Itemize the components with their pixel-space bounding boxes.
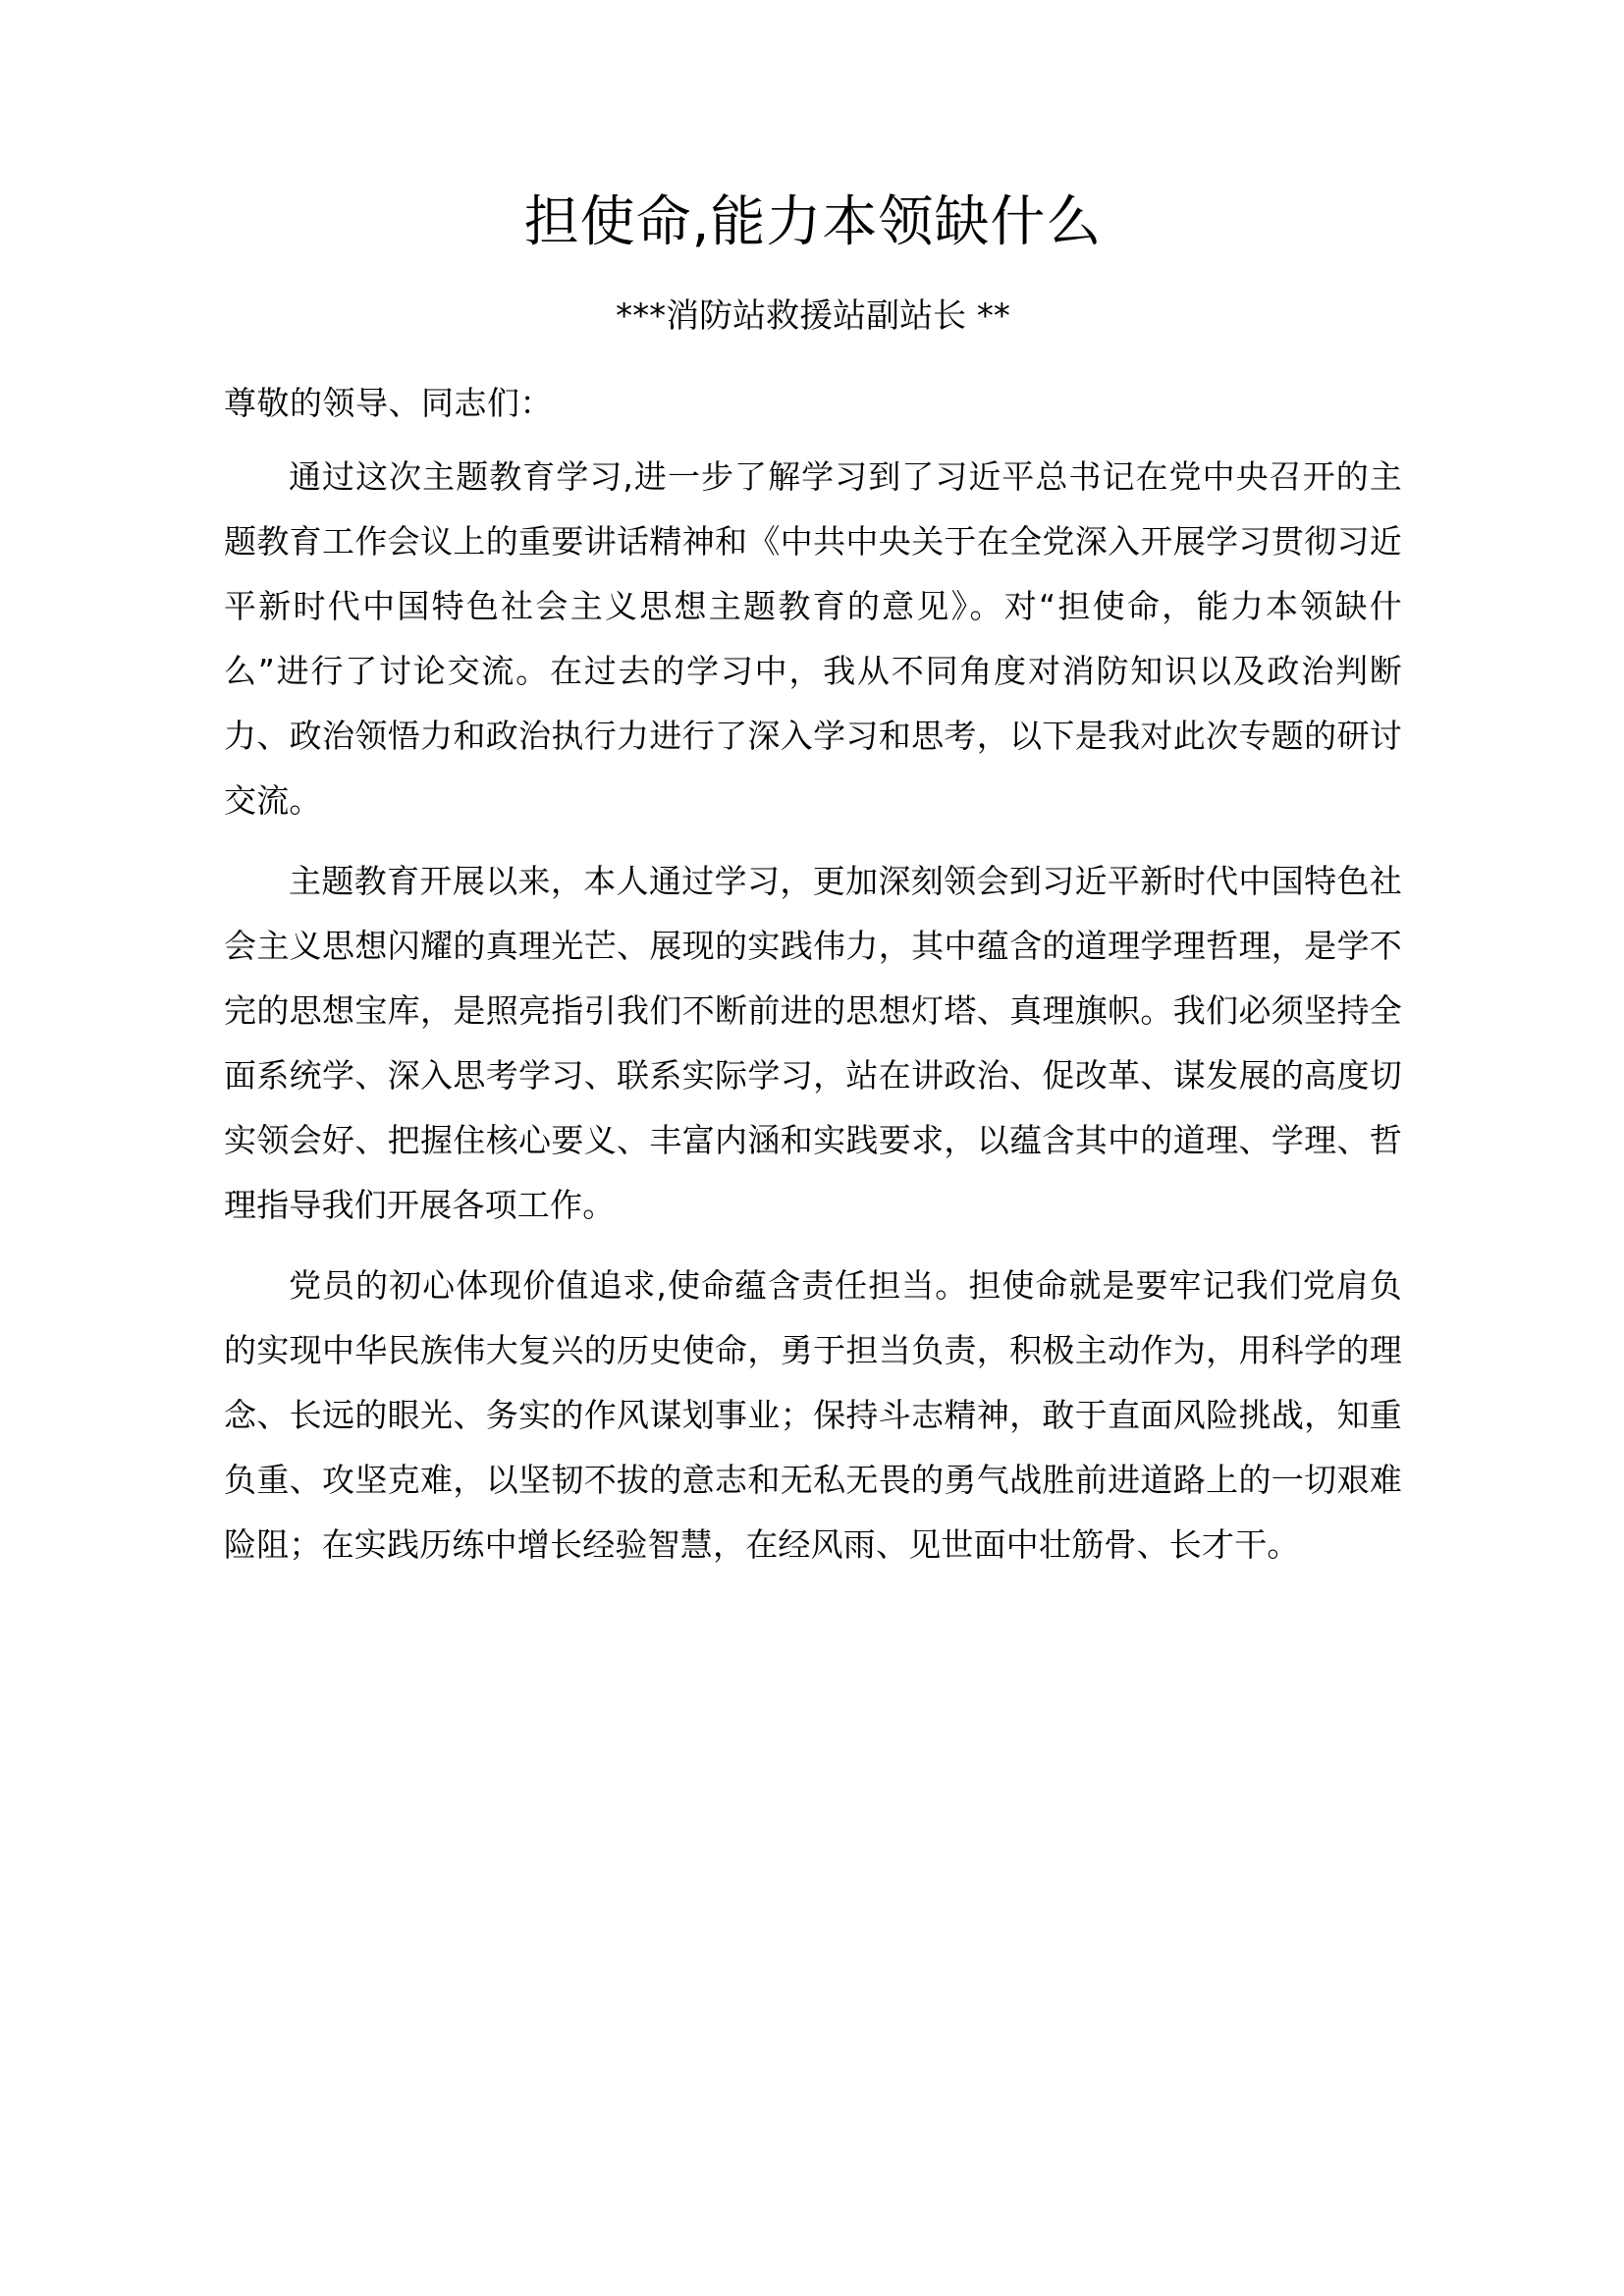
document-body: [224, 0, 1402, 1577]
salutation-line: 尊敬的领导、同志们：: [224, 383, 553, 422]
document-subtitle: ***消防站救援站副站长 **: [616, 295, 1010, 336]
page-title: 担使命,能力本领缺什么: [523, 190, 1103, 254]
paragraph: 通过这次主题教育学习,进一步了解学习到了习近平总书记在党中央召开的主题教育工作会议上的重要讲话精神和《中共中央关于在全党深入开展学习贯彻习近平新时代中国特色社会主义思想主题教育的意见》。对“担使命，能力本领缺什么”进行了讨论交流。在过去的学习中，我从不同角度对消防知识以及政治判断力、政治领悟力和政治执行力进行了深入学习和思考，以下是我对此次专题的研讨交流。: [224, 457, 1402, 821]
paragraph: 党员的初心体现价值追求,使命蕴含责任担当。担使命就是要牢记我们党肩负的实现中华民族伟大复兴的历史使命，勇于担当负责，积极主动作为，用科学的理念、长远的眼光、务实的作风谋划事业；保持斗志精神，敢于直面风险挑战，知重负重、攻坚克难，以坚韧不拔的意志和无私无畏的勇气战胜前进道路上的一切艰难险阻；在实践历练中增长经验智慧，在经风雨、见世面中壮筋骨、长才干。: [224, 1266, 1402, 1565]
paragraph: 主题教育开展以来，本人通过学习，更加深刻领会到习近平新时代中国特色社会主义思想闪耀的真理光芒、展现的实践伟力，其中蕴含的道理学理哲理，是学不完的思想宝库，是照亮指引我们不断前进的思想灯塔、真理旗帜。我们必须坚持全面系统学、深入思考学习、联系实际学习，站在讲政治、促改革、谋发展的高度切实领会好、把握住核心要义、丰富内涵和实践要求，以蕴含其中的道理、学理、哲理指导我们开展各项工作。: [224, 862, 1402, 1225]
